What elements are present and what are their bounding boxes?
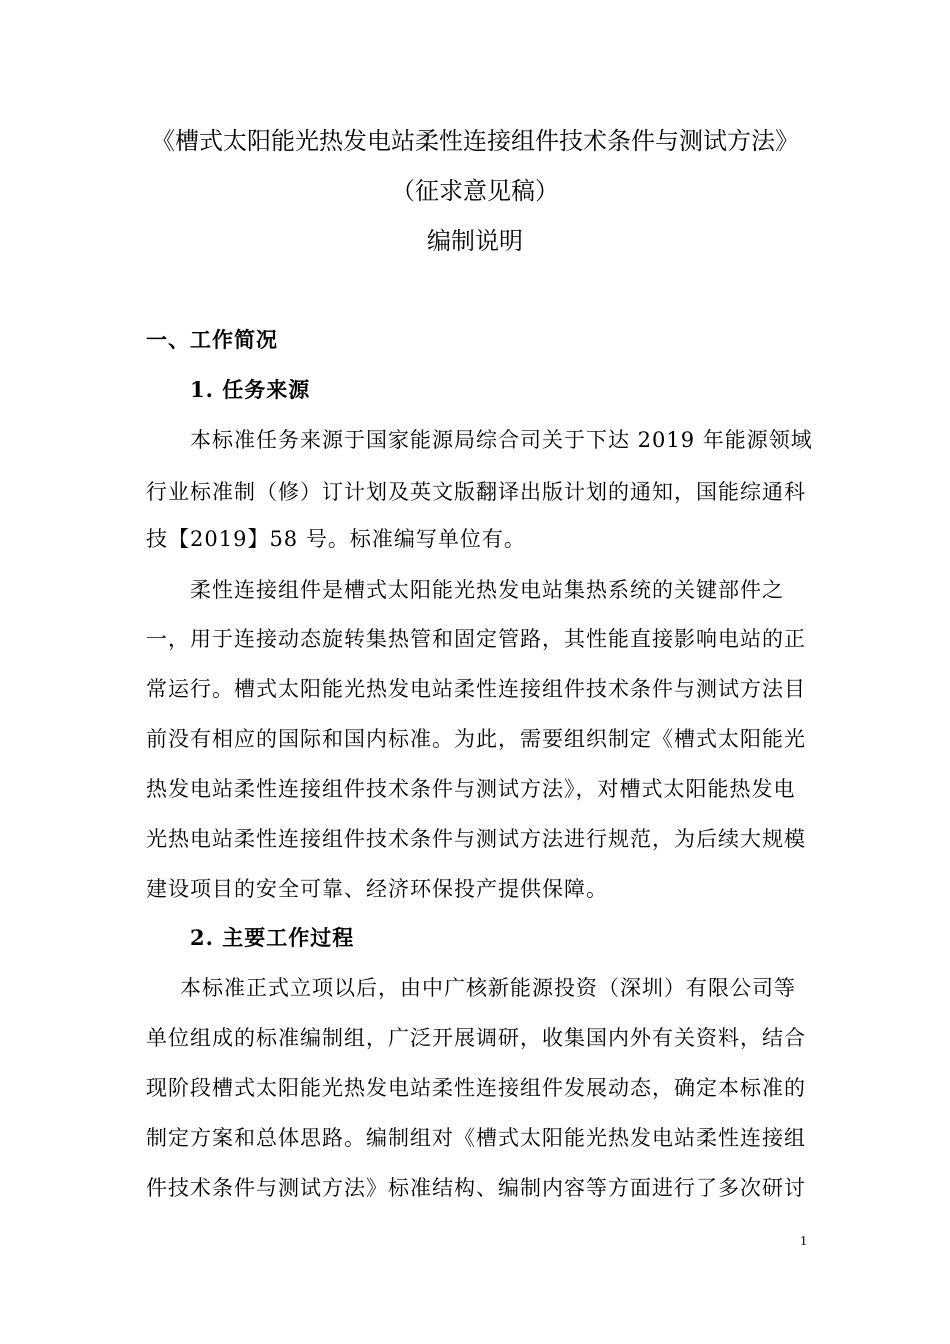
paragraph-line: 热发电站柔性连接组件技术条件与测试方法》，对槽式太阳能热发电 <box>146 777 796 801</box>
paragraph-line: 本标准任务来源于国家能源局综合司关于下达 2019 年能源领域 <box>190 428 813 452</box>
paragraph-line: 柔性连接组件是槽式太阳能光热发电站集热系统的关键部件之 <box>190 578 784 602</box>
subsection-heading-work-process: 2. 主要工作过程 <box>190 925 355 950</box>
document-title: 《槽式太阳能光热发电站柔性连接组件技术条件与测试方法》 <box>151 127 799 155</box>
paragraph-line: 一，用于连接动态旋转集热管和固定管路，其性能直接影响电站的正 <box>146 627 806 651</box>
document-subtitle: （征求意见稿） <box>391 177 559 205</box>
paragraph-line: 前没有相应的国际和国内标准。为此，需要组织制定《槽式太阳能光 <box>146 727 806 751</box>
paragraph-line: 件技术条件与测试方法》标准结构、编制内容等方面进行了多次研讨 <box>146 1176 806 1200</box>
paragraph-line: 本标准正式立项以后，由中广核新能源投资（深圳）有限公司等 <box>180 976 796 1000</box>
paragraph-line: 现阶段槽式太阳能光热发电站柔性连接组件发展动态，确定本标准的 <box>146 1076 806 1100</box>
page-number: 1 <box>800 1234 807 1249</box>
paragraph-line: 行业标准制（修）订计划及英文版翻译出版计划的通知，国能综通科 <box>146 480 806 504</box>
section-heading: 一、工作简况 <box>146 327 278 352</box>
paragraph-line: 技【2019】58 号。标准编写单位有。 <box>146 527 526 551</box>
subsection-heading-task-source: 1. 任务来源 <box>190 377 311 402</box>
paragraph-line: 制定方案和总体思路。编制组对《槽式太阳能光热发电站柔性连接组 <box>146 1126 806 1150</box>
paragraph-line: 光热电站柔性连接组件技术条件与测试方法进行规范，为后续大规模 <box>146 827 806 851</box>
paragraph-line: 常运行。槽式太阳能光热发电站柔性连接组件技术条件与测试方法目 <box>146 677 806 701</box>
paragraph-line: 建设项目的安全可靠、经济环保投产提供保障。 <box>146 877 608 901</box>
document-type: 编制说明 <box>427 227 523 255</box>
paragraph-line: 单位组成的标准编制组，广泛开展调研，收集国内外有关资料，结合 <box>146 1026 806 1050</box>
